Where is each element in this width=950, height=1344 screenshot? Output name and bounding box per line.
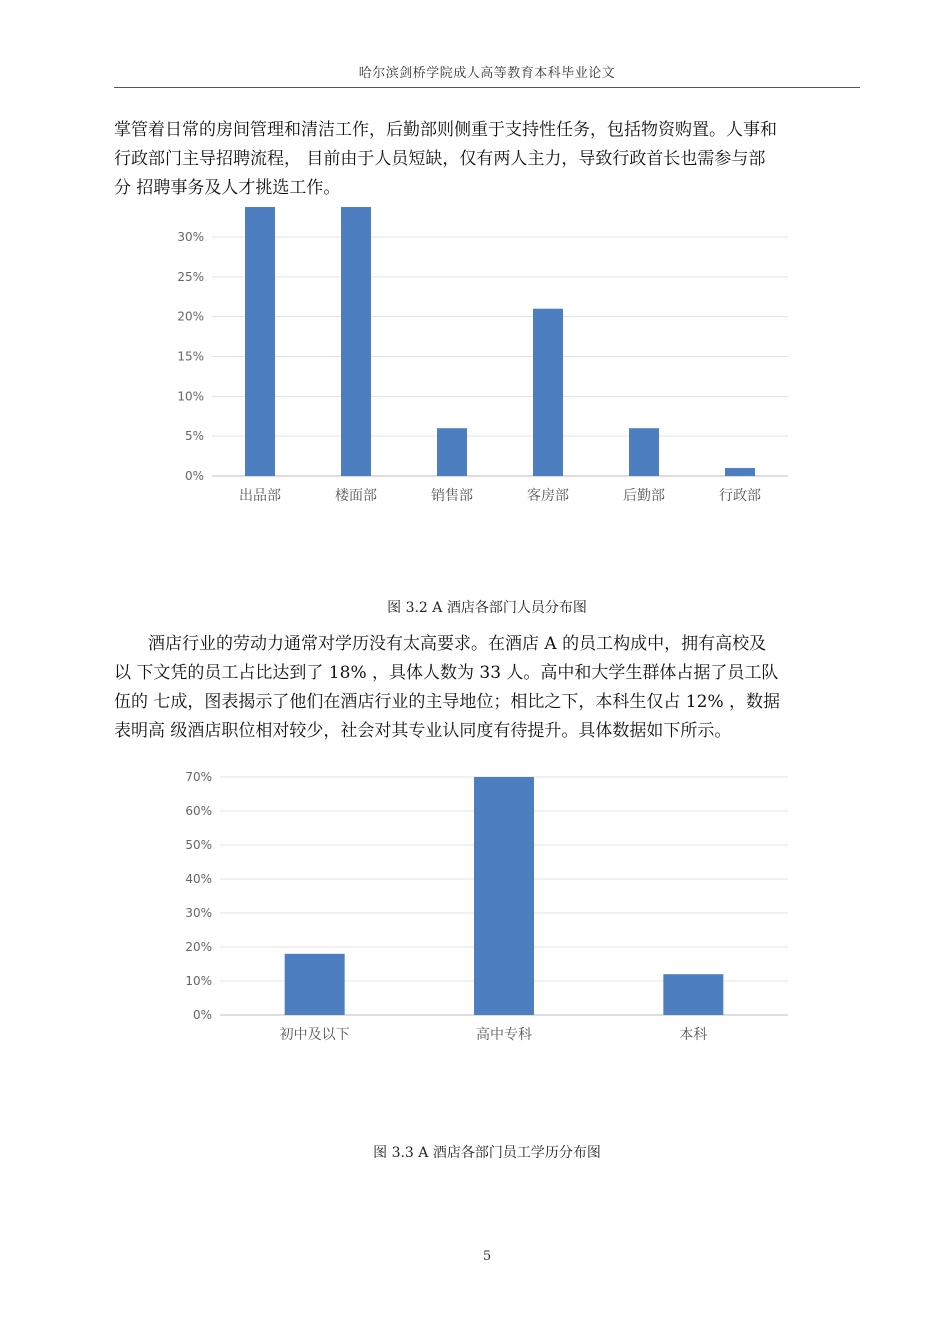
department-staff-bar-chart [160, 200, 800, 520]
x-category-label: 高中专科 [476, 1027, 532, 1043]
bar [437, 428, 467, 476]
y-tick-label: 20% [185, 940, 212, 954]
y-tick-label: 70% [185, 770, 212, 784]
x-category-label: 销售部 [431, 488, 473, 504]
bar [341, 207, 371, 476]
education-bar-chart [160, 765, 800, 1055]
paragraph-line: 掌管着日常的房间管理和清洁工作，后勤部则侧重于支持性任务，包括物资购置。人事和 [114, 120, 777, 140]
bar [629, 428, 659, 476]
y-tick-label: 10% [177, 389, 204, 404]
y-tick-label: 5% [184, 429, 204, 444]
x-category-label: 本科 [679, 1027, 708, 1043]
bar [474, 777, 534, 1015]
y-tick-label: 40% [185, 872, 212, 886]
x-category-label: 楼面部 [335, 488, 377, 504]
bar [533, 309, 563, 476]
y-tick-label: 50% [185, 838, 212, 852]
y-tick-label: 15% [177, 349, 204, 364]
x-category-label: 行政部 [719, 488, 761, 504]
header-rule [114, 87, 860, 88]
y-tick-label: 10% [185, 974, 212, 988]
bar [245, 207, 275, 476]
paragraph-line: 表明高 级酒店职位相对较少，社会对其专业认同度有待提升。具体数据如下所示。 [114, 721, 732, 741]
paragraph-line: 伍的 七成，图表揭示了他们在酒店行业的主导地位；相比之下，本科生仅占 12% ，数据 [114, 692, 780, 712]
page-number: 5 [482, 1249, 492, 1264]
figure-caption-2: 图 3.3 A 酒店各部门员工学历分布图 [373, 1145, 601, 1161]
y-tick-label: 30% [177, 230, 204, 244]
bar [285, 954, 345, 1015]
page-header: 哈尔滨剑桥学院成人高等教育本科毕业论文 [358, 66, 616, 81]
y-tick-label: 30% [185, 906, 212, 920]
paragraph-1 [114, 116, 860, 203]
y-tick-label: 25% [177, 269, 204, 284]
y-tick-label: 60% [185, 804, 212, 818]
y-tick-label: 0% [192, 1008, 212, 1022]
x-category-label: 出品部 [239, 488, 281, 504]
y-tick-label: 20% [177, 309, 204, 324]
bar [725, 468, 755, 476]
paragraph-line: 以 下文凭的员工占比达到了 18% ，具体人数为 33 人。高中和大学生群体占据了员工队 [114, 663, 779, 683]
paragraph-line: 行政部门主导招聘流程， 目前由于人员短缺，仅有两人主力，导致行政首长也需参与部 [114, 149, 766, 169]
paragraph-line: 酒店行业的劳动力通常对学历没有太高要求。在酒店 A 的员工构成中，拥有高校及 [148, 634, 767, 654]
x-category-label: 客房部 [527, 488, 569, 504]
figure-caption-1: 图 3.2 A 酒店各部门人员分布图 [387, 600, 587, 616]
bar [663, 974, 723, 1015]
paragraph-line: 分 招聘事务及人才挑选工作。 [114, 178, 341, 198]
paragraph-2 [114, 630, 860, 746]
y-tick-label: 0% [184, 469, 204, 483]
x-category-label: 初中及以下 [279, 1027, 350, 1043]
x-category-label: 后勤部 [623, 488, 665, 504]
